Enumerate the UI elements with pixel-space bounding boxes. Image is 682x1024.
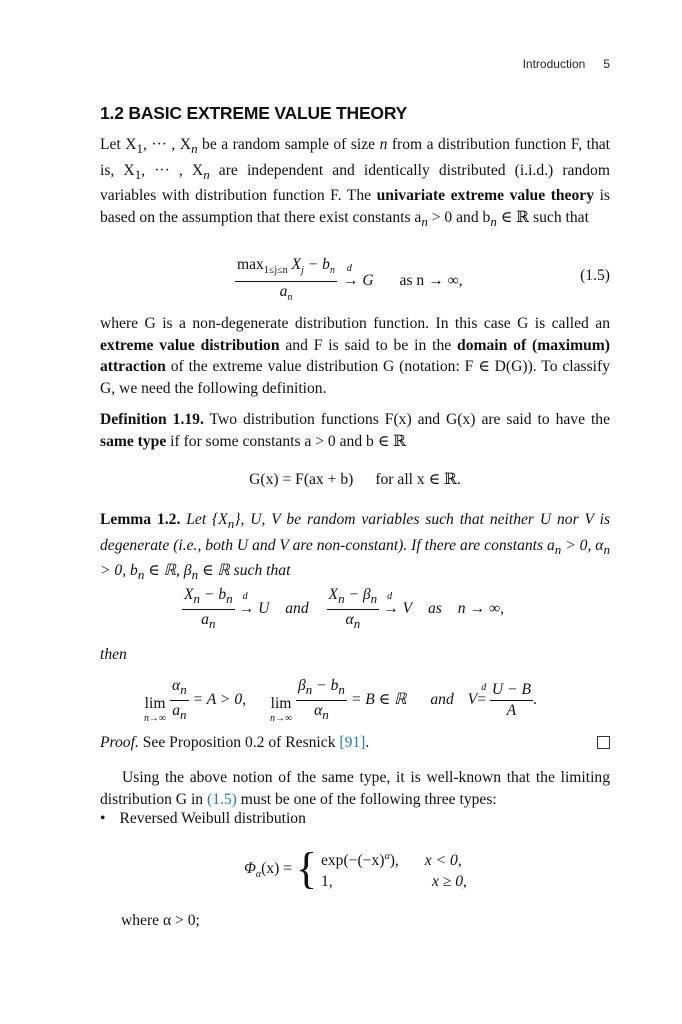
- equation-same-type: G(x) = F(ax + b) for all x ∈ ℝ.: [249, 471, 461, 488]
- lemma-label: Lemma 1.2.: [100, 511, 181, 528]
- paragraph-intro: Let $X_1$, ··· , $X_n$ be a random sample of size n from a distribution function F, that is, $X_1$, ··· , $X_n$ are independent and identically distributed (i.i.d.) random variables with distribution function F. The univariate extreme value theory is based on the assumption that there exist constants $a_n > 0$ and $b_n$ ∈ ℝ such that: [100, 136, 610, 230]
- running-header: [523, 57, 610, 71]
- section-title: 1.2 BASIC EXTREME VALUE THEORY: [100, 103, 408, 123]
- lemma-then: then: [100, 646, 127, 663]
- bullet-icon: •: [100, 810, 106, 827]
- proof-label: Proof.: [100, 734, 139, 751]
- term-domain-of-attraction: domain of (maximum) attraction: [100, 336, 610, 376]
- lemma-1-2: Lemma 1.2. Let $\{X_n\}$, U, V be random variables such that neither U nor V is degenerate (i.e., both U and V are non-constant). If there are constants $a_n > 0$, $\alpha_n > 0$, $b_n$ ∈ ℝ, $\beta_n$ ∈ ℝ such that: [100, 511, 611, 583]
- term-extreme-value-distribution: extreme value distribution: [100, 336, 280, 354]
- qed-square-icon: [597, 736, 610, 749]
- citation-link-91[interactable]: [91]: [339, 734, 366, 751]
- equation-ref-1-5[interactable]: (1.5): [207, 790, 237, 808]
- left-brace: {: [295, 844, 318, 894]
- list-item-reversed-weibull: • Reversed Weibull distribution: [100, 810, 306, 827]
- page-number: 5: [603, 57, 610, 71]
- term-univariate-evt: univariate extreme value theory: [376, 187, 594, 205]
- where-alpha: where α > 0;: [121, 912, 200, 929]
- header-section: Introduction: [522, 57, 586, 71]
- term-same-type: same type: [100, 432, 167, 450]
- document-page: Introduction 5 1.2 BASIC EXTREME VALUE THEORY Let $X_1$, ··· , $X_n$ be a random sample of size n from a distribution function F, that is, $X_1$, ··· , $X_n$ are independent and identically distributed (i.i.d.) random variables with distribution function F. The univariate extreme value theory is based on the assumption that there exist constants $a_n > 0$ and $b_n$ ∈ ℝ such that $\frac{\max_{1\le j\le n} X_j - b_n}{a_n}$ d → G as n → ∞, (1.5) where G is a non-degenerate distribution function. In this case G is called an extreme value distribution and F is said to be in the domain of (maximum) attraction of the extreme value distribution G (notation: F ∈ D(G)). To classify G, we need the following definition. Definition 1.19. Two distribution functions F(x) and G(x) are said to have the same type if for some constants a > 0 and b ∈ ℝ G(x) = F(ax + b) for all x ∈ ℝ. Lemma 1.2. Let $\{X_n\}$, U, V be random variables such that neither U nor V is degenerate (i.e., both U and V are non-constant). If there are constants $a_n > 0$, $\alpha_n > 0$, $b_n$ ∈ ℝ, $\beta_n$ ∈ ℝ such that $\frac{X_n - b_n}{a_n}$ d → U and $\frac{X_n - \beta_n}{\alpha_n}$ d → V as n → ∞, then lim n→∞ $\frac{\alpha_n}{a_n}$ = A > 0, lim n→∞ $\frac{\beta_n - b_n}{\alpha_n}$ = B ∈ ℝ and V d = $\frac{U - B}{A}$ . Proof. See Proposition 0.2 of Resnick [91]. Using the above notion of the same type, it is well-known that the limiting distribution G in (1.5) must be one of the following three types: • Reversed Weibull distribution $\Phi_\alpha(x)$ = { $\exp(-(-x)^\alpha)$, x < 0, 1, x ≥ 0, where α > 0;: [0, 0, 682, 1024]
- paragraph-domain-of-attraction: where G is a non-degenerate distribution function. In this case G is called an extreme value distribution and F is said to be in the domain of (maximum) attraction of the extreme value distribution G (notation: F ∈ D(G)). To classify G, we need the following definition.: [100, 315, 610, 397]
- eq15-fraction: $\frac{\max_{1\le j\le n} X_j - b_n}{a_n}$: [237, 256, 335, 304]
- proof: Proof. See Proposition 0.2 of Resnick [91].: [100, 734, 370, 751]
- definition-label: Definition 1.19.: [100, 411, 204, 428]
- paragraph-three-types: Using the above notion of the same type, it is well-known that the limiting distribution G in (1.5) must be one of the following three types:: [100, 769, 610, 808]
- equation-label-1-5: (1.5): [580, 267, 610, 284]
- definition-1-19: Definition 1.19. Two distribution functions F(x) and G(x) are said to have the same type if for some constants a > 0 and b ∈ ℝ: [100, 411, 610, 450]
